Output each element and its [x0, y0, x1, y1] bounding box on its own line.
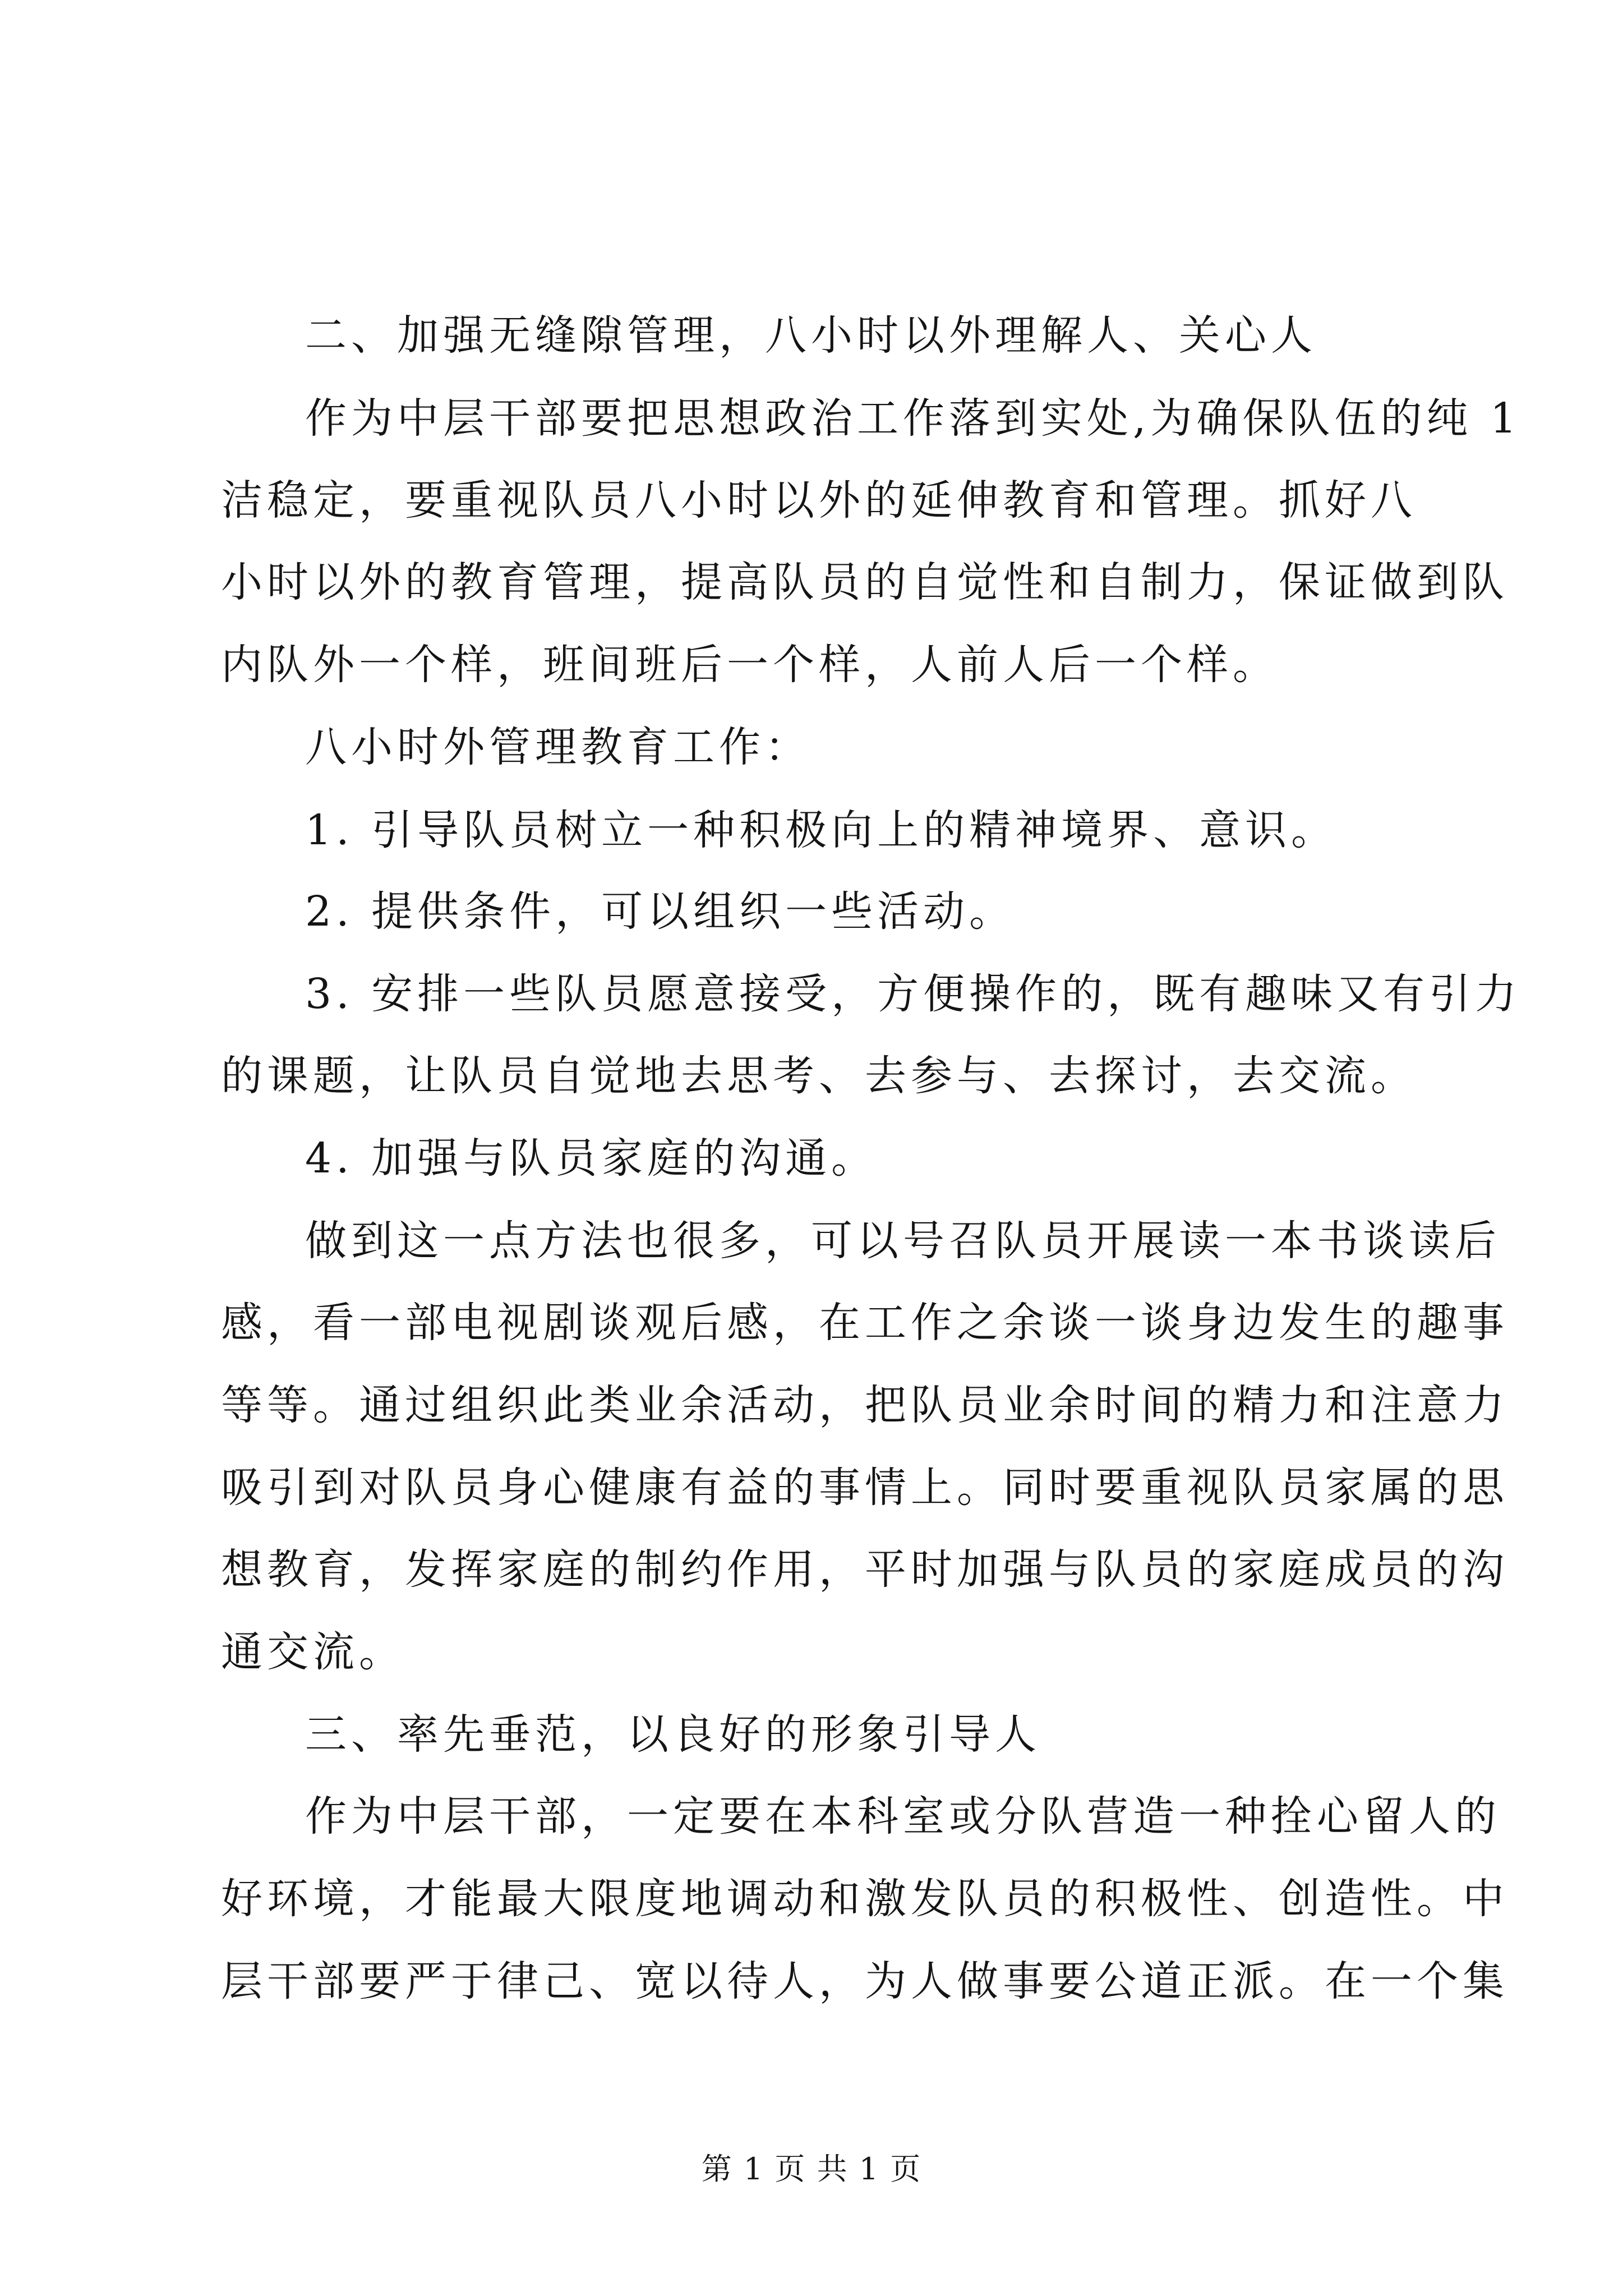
- page-footer: 第 1 页 共 1 页: [701, 2151, 922, 2187]
- list-item: 3. 安排一些队员愿意接受，方便操作的，既有趣味又有引力: [305, 970, 1521, 1018]
- list-item: 2. 提供条件，可以组织一些活动。: [305, 887, 1016, 936]
- paragraph-line: 通交流。: [221, 1628, 405, 1676]
- list-item: 1. 引导队员树立一种积极向上的精神境界、意识。: [305, 806, 1338, 854]
- paragraph-line: 做到这一点方法也很多，可以号召队员开展读一本书谈读后: [305, 1217, 1501, 1265]
- section-heading-3: 三、率先垂范，以良好的形象引导人: [305, 1710, 1041, 1759]
- paragraph-line: 的课题，让队员自觉地去思考、去参与、去探讨，去交流。: [221, 1052, 1417, 1100]
- paragraph-line: 好环境，才能最大限度地调动和激发队员的积极性、创造性。中: [221, 1875, 1509, 1923]
- paragraph-line: 作为中层干部要把思想政治工作落到实处,为确保队伍的纯 1: [305, 394, 1521, 443]
- list-item: 4. 加强与队员家庭的沟通。: [305, 1134, 878, 1182]
- paragraph-line: 吸引到对队员身心健康有益的事情上。同时要重视队员家属的思: [221, 1464, 1509, 1512]
- paragraph-line: 等等。通过组织此类业余活动，把队员业余时间的精力和注意力: [221, 1381, 1509, 1429]
- paragraph-line: 感，看一部电视剧谈观后感，在工作之余谈一谈身边发生的趣事: [221, 1299, 1509, 1347]
- paragraph-line: 八小时外管理教育工作：: [305, 723, 811, 771]
- paragraph-line: 小时以外的教育管理，提高队员的自觉性和自制力，保证做到队: [221, 558, 1509, 606]
- paragraph-line: 内队外一个样，班间班后一个样，人前人后一个样。: [221, 641, 1279, 689]
- paragraph-line: 洁稳定，要重视队员八小时以外的延伸教育和管理。抓好八: [221, 476, 1417, 524]
- paragraph-line: 作为中层干部，一定要在本科室或分队营造一种拴心留人的: [305, 1792, 1501, 1841]
- paragraph-line: 层干部要严于律己、宽以待人，为人做事要公道正派。在一个集: [221, 1957, 1509, 2005]
- paragraph-line: 想教育，发挥家庭的制约作用，平时加强与队员的家庭成员的沟: [221, 1545, 1509, 1594]
- section-heading-2: 二、加强无缝隙管理，八小时以外理解人、关心人: [305, 311, 1317, 360]
